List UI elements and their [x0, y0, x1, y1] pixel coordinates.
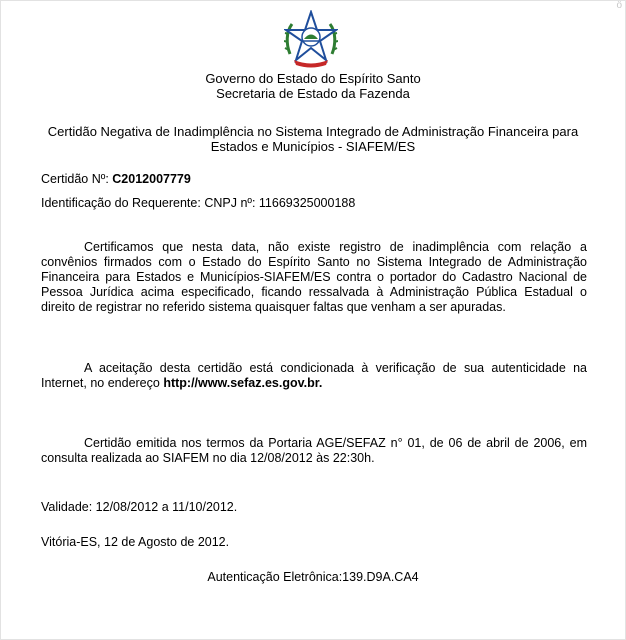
place-date: Vitória-ES, 12 de Agosto de 2012. [41, 535, 230, 549]
certificate-number-label: Certidão Nº: [41, 172, 109, 186]
requester-identification [41, 196, 355, 210]
certificate-number [41, 172, 191, 186]
secretariat-name: Secretaria de Estado da Fazenda [216, 86, 410, 101]
state-coat-of-arms-icon [284, 10, 338, 70]
header [0, 71, 626, 101]
government-name: Governo do Estado do Espírito Santo [205, 71, 421, 86]
validity: Validade: 12/08/2012 a 11/10/2012. [41, 500, 238, 514]
acceptance-paragraph [41, 361, 587, 391]
acceptance-text: A aceitação desta certidão está condicionada à verificação de sua autenticidade na Internet, no endereço [41, 361, 587, 390]
requester-label: Identificação do Requerente: [41, 196, 201, 210]
requester-value: CNPJ nº: 11669325000188 [204, 196, 356, 210]
certificate-subject: Certidão Negativa de Inadimplência no Sistema Integrado de Administração Financeira para Estados e Municípios - SIAFEM/ES [47, 124, 579, 154]
sefaz-link[interactable]: http://www.sefaz.es.gov.br. [163, 376, 323, 390]
certificate-number-value: C2012007779 [112, 172, 191, 186]
corner-mark: ö [616, 0, 622, 11]
electronic-authentication: Autenticação Eletrônica:139.D9A.CA4 [207, 570, 419, 584]
certify-paragraph: Certificamos que nesta data, não existe registro de inadimplência com relação a convênios firmados com o Estado do Espírito Santo no Sistema Integrado de Administração Financeira para Estados e Municípios-SIAFEM/ES contra o portador do Cadastro Nacional de Pessoa Jurídica acima especificado, ficando ressalvada à Administração Pública Estadual o direito de registrar no referido sistema quaisquer faltas que venham a ser apuradas. [41, 240, 587, 314]
issuance-paragraph: Certidão emitida nos termos da Portaria AGE/SEFAZ n° 01, de 06 de abril de 2006, em consulta realizada ao SIAFEM no dia 12/08/2012 às 22:30h. [41, 436, 587, 465]
